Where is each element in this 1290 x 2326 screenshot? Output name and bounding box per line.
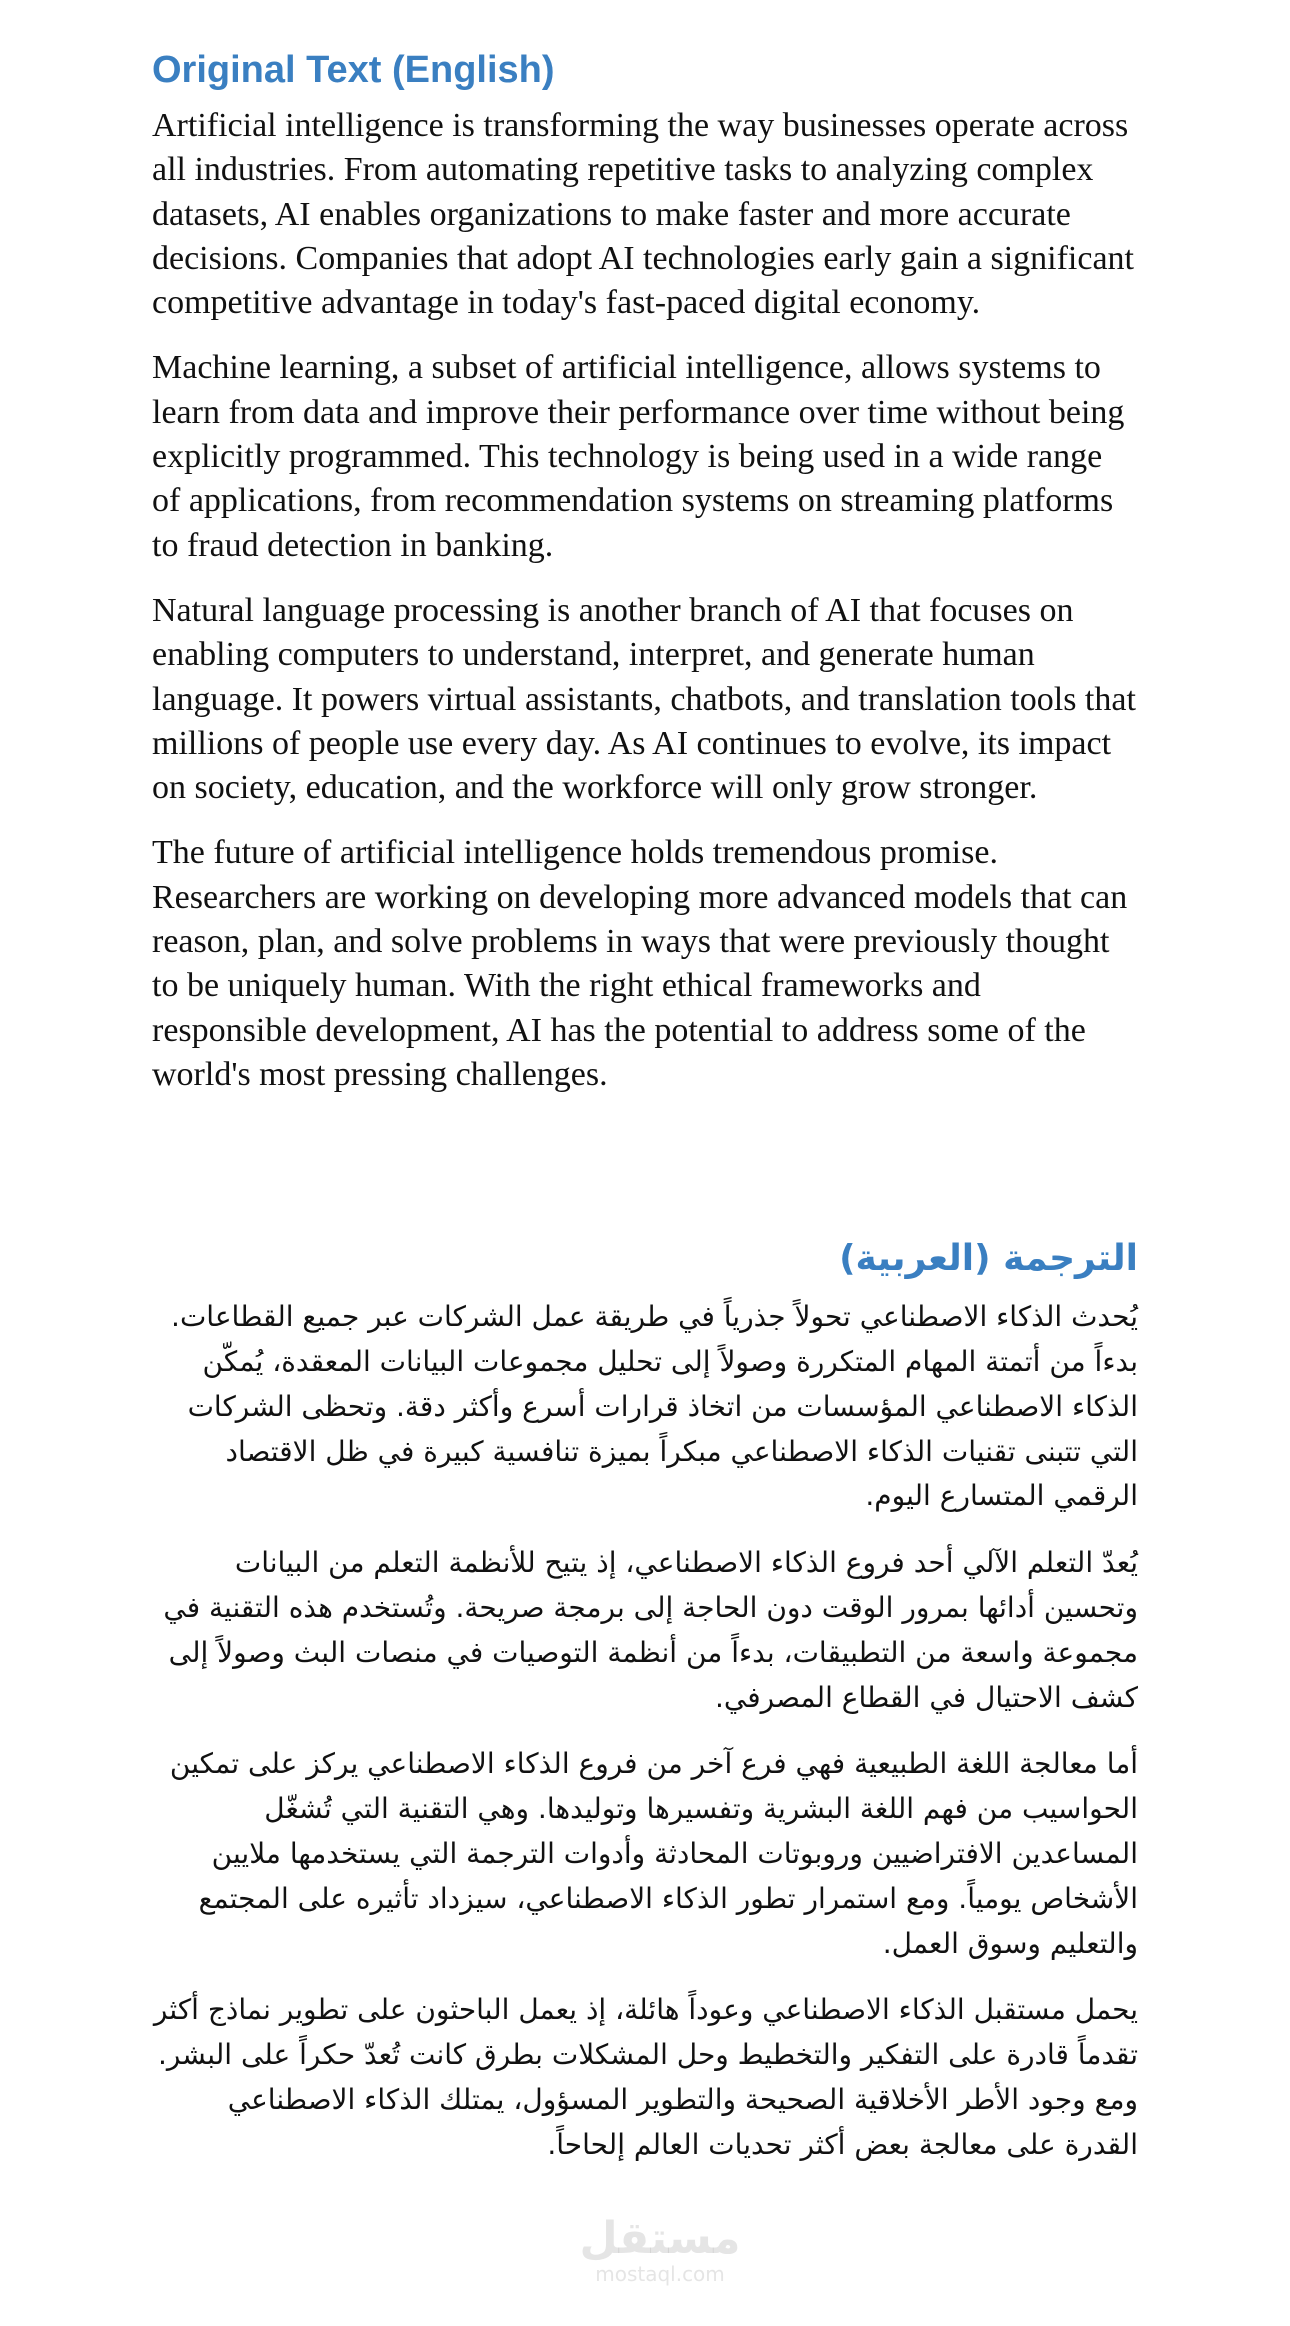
english-section-title: Original Text (English) bbox=[152, 49, 555, 91]
arabic-paragraph-4: يحمل مستقبل الذكاء الاصطناعي وعوداً هائلة، إذ يعمل الباحثون على تطوير نماذج أكثر تقدماً قادرة على التفكير والتخطيط وحل المشكلات بطرق كانت تُعدّ حكراً على البشر. ومع وجود الأطر الأخلاقية الصحيحة والتطوير المسؤول، يمتلك الذكاء الاصطناعي القدرة على معالجة بعض أكثر تحديات العالم إلحاحاً. bbox=[153, 1993, 1138, 2161]
section-spacer bbox=[152, 1118, 1138, 1229]
document-page bbox=[152, 0, 1138, 2190]
watermark-arabic: مستقل bbox=[579, 2213, 741, 2264]
english-paragraph-1: Artificial intelligence is transforming the way businesses operate across all industries. From automating repetitive tasks to analyzing complex datasets, AI enables organizations to make faster and more accurate decisions. Companies that adopt AI technologies early gain a significant competitive advantage in today's fast-paced digital economy. bbox=[152, 107, 1134, 322]
arabic-paragraph-2: يُعدّ التعلم الآلي أحد فروع الذكاء الاصطناعي، إذ يتيح للأنظمة التعلم من البيانات وتحسين أدائها بمرور الوقت دون الحاجة إلى برمجة صريحة. وتُستخدم هذه التقنية في مجموعة واسعة من التطبيقات، بدءاً من أنظمة التوصيات في منصات البث وصولاً إلى كشف الاحتيال في القطاع المصرفي. bbox=[163, 1546, 1138, 1714]
english-paragraph-2: Machine learning, a subset of artificial intelligence, allows systems to learn from data and improve their performance over time without being explicitly programmed. This technology is being used in a wide range of applications, from recommendation systems on streaming platforms to fraud detection in banking. bbox=[152, 349, 1125, 564]
english-paragraph-4: The future of artificial intelligence holds tremendous promise. Researchers are working on developing more advanced models that can reason, plan, and solve problems in ways that were previously thought to be uniquely human. With the right ethical frameworks and responsible development, AI has the potential to address some of the world's most pressing challenges. bbox=[152, 834, 1128, 1093]
arabic-section-title: الترجمة (العربية) bbox=[839, 1238, 1138, 1280]
watermark-latin: mostaql.com bbox=[595, 2262, 725, 2286]
arabic-paragraph-3: أما معالجة اللغة الطبيعية فهي فرع آخر من فروع الذكاء الاصطناعي يركز على تمكين الحواسيب من فهم اللغة البشرية وتفسيرها وتوليدها. وهي التقنية التي تُشغّل المساعدين الافتراضيين وروبوتات المحادثة وأدوات الترجمة التي يستخدمها ملايين الأشخاص يومياً. ومع استمرار تطور الذكاء الاصطناعي، سيزداد تأثيره على المجتمع والتعليم وسوق العمل. bbox=[169, 1747, 1138, 1960]
watermark bbox=[560, 2215, 760, 2285]
english-paragraph-3: Natural language processing is another branch of AI that focuses on enabling computers to understand, interpret, and generate human language. It powers virtual assistants, chatbots, and translation tools that millions of people use every day. As AI continues to evolve, its impact on society, education, and the workforce will only grow stronger. bbox=[152, 591, 1136, 807]
arabic-paragraph-1: يُحدث الذكاء الاصطناعي تحولاً جذرياً في طريقة عمل الشركات عبر جميع القطاعات. بدءاً من أتمتة المهام المتكررة وصولاً إلى تحليل مجموعات البيانات المعقدة، يُمكّن الذكاء الاصطناعي المؤسسات من اتخاذ قرارات أسرع وأكثر دقة. وتحظى الشركات التي تتبنى تقنيات الذكاء الاصطناعي مبكراً بميزة تنافسية كبيرة في ظل الاقتصاد الرقمي المتسارع اليوم. bbox=[171, 1300, 1138, 1513]
